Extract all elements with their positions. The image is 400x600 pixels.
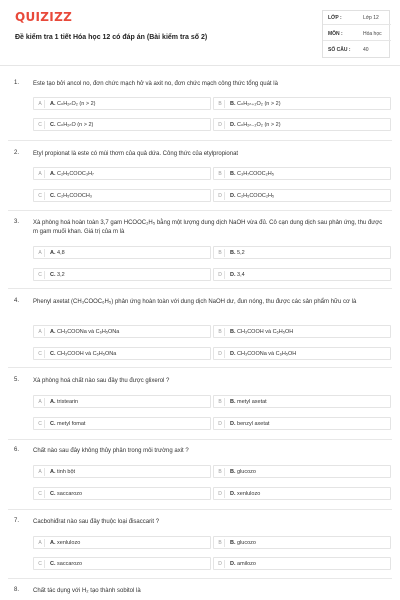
option-letter: C — [36, 560, 45, 568]
option-text — [230, 328, 293, 336]
option-value: tinh bột — [57, 469, 76, 475]
meta-value: Lớp 12 — [363, 15, 379, 21]
meta-row-count — [323, 43, 391, 57]
option-key: C. — [50, 351, 56, 357]
option-value: C₂H₅COOCH₃ — [57, 193, 93, 199]
answer-option-b[interactable] — [213, 246, 391, 259]
answer-option-b[interactable] — [213, 536, 391, 549]
option-letter: B — [216, 539, 225, 547]
option-key: A. — [50, 399, 56, 405]
question-text: Chất nào sau đây không thủy phân trong môi trường axit ? — [33, 448, 189, 454]
option-value: CₙH₂ₙO (n > 2) — [57, 122, 94, 128]
option-text — [230, 170, 274, 178]
question-text: Chất tác dụng với H₂ tạo thành sobitol là — [33, 588, 141, 594]
answer-option-d[interactable] — [213, 417, 391, 430]
option-key: D. — [230, 561, 236, 567]
option-value: 3,2 — [57, 272, 65, 278]
option-text — [230, 420, 269, 428]
option-text — [230, 468, 256, 476]
option-text — [50, 350, 116, 358]
option-key: D. — [230, 491, 236, 497]
option-text — [50, 192, 92, 200]
question-divider — [8, 578, 392, 579]
answer-option-d[interactable] — [213, 189, 391, 202]
question-text: Phenyl axetat (CH₃COOC₆H₅) phản ứng hoàn toàn với dung dịch NaOH dư, đun nóng, thu được các sản phẩm hữu cơ là — [33, 299, 357, 305]
option-text — [230, 490, 260, 498]
option-text — [50, 170, 94, 178]
option-letter: D — [216, 420, 225, 428]
answer-option-b[interactable] — [213, 97, 391, 110]
option-value: C₂H₅COOC₂H₅ — [237, 193, 275, 199]
option-letter: A — [36, 398, 45, 406]
option-key: C. — [50, 193, 56, 199]
option-value: amilozo — [237, 561, 256, 567]
option-key: B. — [230, 250, 236, 256]
answer-option-c[interactable] — [33, 417, 211, 430]
question-number: 1. — [14, 80, 20, 86]
question-text: Xà phòng hoá hoàn toàn 3,7 gam HCOOC₂H₅ bằng một lượng dung dịch NaOH vừa đủ. Cô cạn dung dịch sau phản ứng, thu được m gam muối khan. Giá trị của m là — [33, 220, 383, 235]
option-key: B. — [230, 540, 236, 546]
option-letter: C — [36, 121, 45, 129]
option-letter: B — [216, 468, 225, 476]
answer-option-a[interactable] — [33, 167, 211, 180]
answer-option-b[interactable] — [213, 167, 391, 180]
option-key: C. — [50, 272, 56, 278]
option-text — [230, 249, 245, 257]
meta-value: Hóa học — [363, 31, 382, 37]
option-value: benzyl axetat — [237, 421, 270, 427]
option-text — [50, 560, 82, 568]
answer-option-b[interactable] — [213, 325, 391, 338]
option-text — [50, 121, 93, 129]
answer-option-d[interactable] — [213, 118, 391, 131]
option-key: C. — [50, 421, 56, 427]
question-number: 3. — [14, 219, 20, 225]
option-text — [50, 539, 80, 547]
meta-label: SỐ CÂU : — [328, 47, 351, 53]
option-value: CH₃COONa và C₆H₅ONa — [57, 329, 120, 335]
page-title: Đề kiểm tra 1 tiết Hóa học 12 có đáp án (Bài kiểm tra số 2) — [15, 34, 208, 41]
answer-option-a[interactable] — [33, 97, 211, 110]
answer-option-c[interactable] — [33, 118, 211, 131]
option-key: D. — [230, 122, 236, 128]
option-letter: D — [216, 350, 225, 358]
answer-option-a[interactable] — [33, 465, 211, 478]
option-letter: B — [216, 249, 225, 257]
question-text: Este tạo bởi ancol no, đơn chức mạch hở và axit no, đơn chức mạch công thức tổng quát là — [33, 81, 278, 87]
option-text — [230, 398, 267, 406]
answer-option-d[interactable] — [213, 268, 391, 281]
option-key: B. — [230, 469, 236, 475]
option-value: xenlulozo — [57, 540, 81, 546]
option-key: D. — [230, 351, 236, 357]
question-divider — [8, 439, 392, 440]
option-text — [50, 490, 82, 498]
answer-option-d[interactable] — [213, 487, 391, 500]
option-letter: D — [216, 490, 225, 498]
option-key: C. — [50, 491, 56, 497]
option-key: D. — [230, 193, 236, 199]
option-text — [50, 100, 95, 108]
option-text — [50, 249, 65, 257]
option-value: CH₃COONa và C₆H₅OH — [237, 351, 297, 357]
option-text — [230, 100, 281, 108]
option-text — [230, 192, 274, 200]
option-key: A. — [50, 250, 56, 256]
option-key: A. — [50, 329, 56, 335]
option-text — [50, 398, 78, 406]
option-key: C. — [50, 122, 56, 128]
question-text: Xà phòng hoá chất nào sau đây thu được glixerol ? — [33, 378, 170, 384]
option-letter: B — [216, 328, 225, 336]
option-text — [230, 271, 245, 279]
option-value: C₃H₇COOC₂H₅ — [237, 171, 274, 177]
option-text — [50, 271, 65, 279]
option-key: A. — [50, 171, 56, 177]
option-letter: A — [36, 328, 45, 336]
option-key: D. — [230, 421, 236, 427]
meta-table — [322, 10, 390, 58]
option-key: B. — [230, 399, 236, 405]
option-text — [230, 539, 256, 547]
option-letter: C — [36, 350, 45, 358]
answer-option-a[interactable] — [33, 246, 211, 259]
option-letter: A — [36, 100, 45, 108]
option-key: B. — [230, 329, 236, 335]
answer-option-d[interactable] — [213, 347, 391, 360]
option-key: B. — [230, 101, 236, 107]
option-value: glucozo — [237, 469, 256, 475]
option-value: 5,2 — [237, 250, 245, 256]
option-letter: A — [36, 539, 45, 547]
page-header — [0, 0, 400, 66]
option-text — [50, 420, 85, 428]
option-value: CₙH₂ₙO₂ (n > 2) — [57, 101, 96, 107]
option-letter: A — [36, 170, 45, 178]
option-value: CH₃COOH và C₆H₅ONa — [57, 351, 117, 357]
question-divider — [8, 367, 392, 368]
answer-option-d[interactable] — [213, 557, 391, 570]
option-key: A. — [50, 101, 56, 107]
option-text — [230, 121, 281, 129]
question-divider — [8, 140, 392, 141]
option-letter: C — [36, 420, 45, 428]
option-key: D. — [230, 272, 236, 278]
answer-option-a[interactable] — [33, 536, 211, 549]
option-letter: B — [216, 398, 225, 406]
question-number: 7. — [14, 518, 20, 524]
option-text — [230, 560, 256, 568]
meta-label: MÔN : — [328, 31, 343, 37]
answer-option-b[interactable] — [213, 395, 391, 408]
question-divider — [8, 210, 392, 211]
answer-option-a[interactable] — [33, 325, 211, 338]
option-value: 4,8 — [57, 250, 65, 256]
answer-option-c[interactable] — [33, 268, 211, 281]
question-number: 8. — [14, 587, 20, 593]
option-value: metyl axetat — [237, 399, 267, 405]
meta-row-subject — [323, 27, 391, 41]
option-letter: D — [216, 271, 225, 279]
question-number: 5. — [14, 377, 20, 383]
option-value: glucozo — [237, 540, 256, 546]
option-key: A. — [50, 469, 56, 475]
option-letter: A — [36, 249, 45, 257]
option-text — [50, 468, 75, 476]
option-letter: B — [216, 100, 225, 108]
option-value: CₙH₂ₙ₊₂O₂ (n > 2) — [237, 101, 281, 107]
option-value: saccarozo — [57, 561, 83, 567]
option-letter: D — [216, 121, 225, 129]
option-value: xenlulozo — [237, 491, 261, 497]
meta-value: 40 — [363, 47, 369, 53]
option-value: tristearin — [57, 399, 79, 405]
option-value: metyl fomat — [57, 421, 86, 427]
option-value: 3,4 — [237, 272, 245, 278]
meta-row-class — [323, 11, 391, 25]
answer-option-c[interactable] — [33, 347, 211, 360]
option-letter: D — [216, 560, 225, 568]
option-letter: C — [36, 192, 45, 200]
question-number: 6. — [14, 447, 20, 453]
option-value: CH₃COOH và C₆H₅OH — [237, 329, 294, 335]
option-text — [50, 328, 119, 336]
option-letter: C — [36, 271, 45, 279]
option-value: CₙH₂ₙ₋₂O₂ (n > 2) — [237, 122, 281, 128]
answer-option-c[interactable] — [33, 189, 211, 202]
option-letter: D — [216, 192, 225, 200]
option-value: saccarozo — [57, 491, 83, 497]
question-number: 4. — [14, 298, 20, 304]
option-letter: A — [36, 468, 45, 476]
option-letter: B — [216, 170, 225, 178]
question-divider — [8, 288, 392, 289]
answer-option-a[interactable] — [33, 395, 211, 408]
answer-option-c[interactable] — [33, 557, 211, 570]
question-number: 2. — [14, 150, 20, 156]
option-key: C. — [50, 561, 56, 567]
option-letter: C — [36, 490, 45, 498]
question-divider — [8, 509, 392, 510]
option-key: B. — [230, 171, 236, 177]
quizizz-logo: QUIZIZZ — [15, 10, 73, 24]
option-text — [230, 350, 296, 358]
answer-option-b[interactable] — [213, 465, 391, 478]
option-key: A. — [50, 540, 56, 546]
question-text: Etyl propionat là este có mùi thơm của quả dứa. Công thức của etylpropionat — [33, 151, 239, 157]
question-text: Cacbohiđrat nào sau đây thuộc loại đisaccarit ? — [33, 519, 160, 525]
meta-label: LỚP : — [328, 15, 342, 21]
answer-option-c[interactable] — [33, 487, 211, 500]
option-value: C₂H₅COOC₃H₇ — [57, 171, 94, 177]
